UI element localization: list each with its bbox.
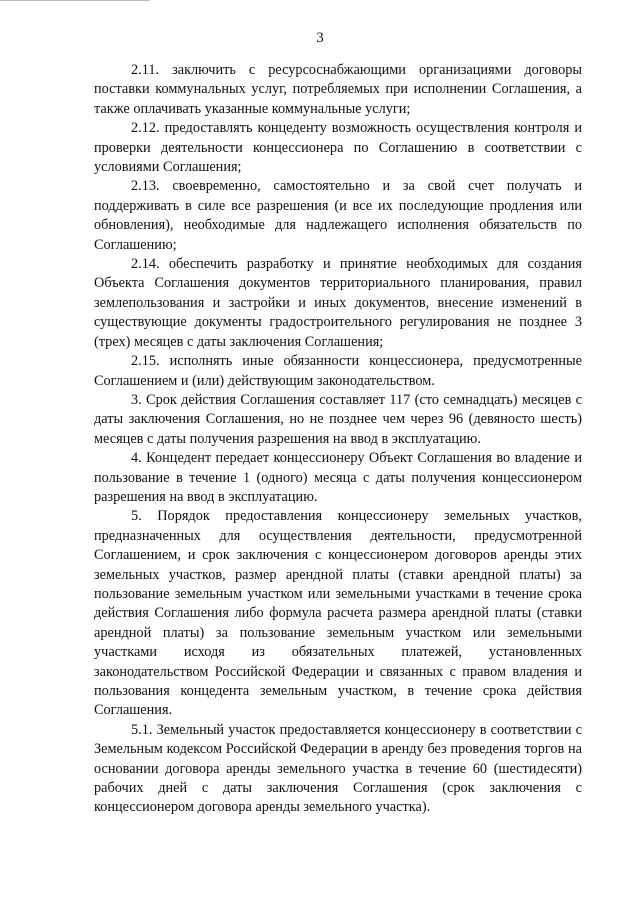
clause-5-1: 5.1. Земельный участок предоставляется концессионеру в соответствии с Земельным кодексом Российской Федерации в аренду без проведения торгов на основании договора аренды земельного участка в течение 60 (шестидесяти) рабочих дней с даты заключения Соглашения (срок заключения с концессионером договора аренды земельного участка).: [94, 721, 582, 816]
clause-3: 3. Срок действия Соглашения составляет 117 (сто семнадцать) месяцев с даты заключения Соглашения, но не позднее чем через 96 (девяносто шесть) месяцев с даты получения разрешения на ввод в эксплуатацию.: [94, 391, 582, 447]
clause-2-12: 2.12. предоставлять концеденту возможность осуществления контроля и проверки деятельности концессионера по Соглашению в соответствии с условиями Соглашения;: [94, 120, 582, 176]
page-number: 3: [316, 30, 324, 46]
clause-2-11: 2.11. заключить с ресурсоснабжающими организациями договоры поставки коммунальных услуг, потребляемых при исполнении Соглашения, а также оплачивать указанные коммунальные услуги;: [94, 62, 582, 117]
top-rule: [0, 0, 150, 1]
clause-2-15: 2.15. исполнять иные обязанности концессионера, предусмотренные Соглашением и (или) действующим законодательством.: [94, 353, 582, 389]
clause-4: 4. Концедент передает концессионеру Объект Соглашения во владение и пользование в течение 1 (одного) месяца с даты получения концессионером разрешения на ввод в эксплуатацию.: [94, 450, 582, 505]
clause-2-13: 2.13. своевременно, самостоятельно и за свой счет получать и поддерживать в силе все разрешения (и все их последующие продления или обновления), необходимые для надлежащего исполнения обязательств по Соглашению;: [94, 178, 582, 253]
document-body: [94, 61, 582, 818]
clause-2-14: 2.14. обеспечить разработку и принятие необходимых для создания Объекта Соглашения документов территориального планирования, правил землепользования и застройки и иных документов, внесение изменений в существующие документы градостроительного регулирования не позднее 3 (трех) месяцев с даты заключения Соглашения;: [94, 256, 582, 350]
clause-5: 5. Порядок предоставления концессионеру земельных участков, предназначенных для осуществления деятельности, предусмотренной Соглашением, и срок заключения с концессионером договоров аренды этих земельных участков, размер арендной платы (ставки арендной платы) за пользование земельным участком или земельными участками в течение срока действия Соглашения либо формула расчета размера арендной платы (ставки арендной платы) за пользование земельным участком или земельными участками исходя из обязательных платежей, установленных законодательством Российской Федерации и связанных с правом владения и пользования концедента земельным участком, в течение срока действия Соглашения.: [94, 508, 582, 719]
